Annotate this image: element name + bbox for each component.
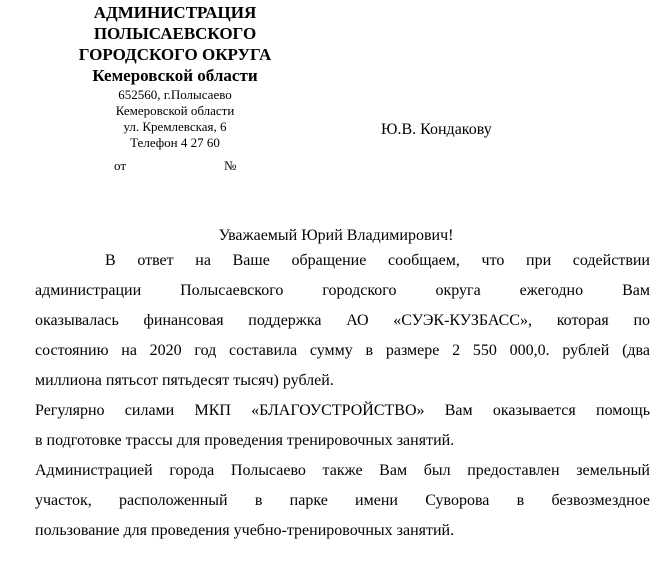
address-line-2: Кемеровской области — [115, 103, 235, 118]
paragraph-2 — [35, 396, 650, 456]
paragraph-line: администрации Полысаевского городского округа ежегодно Вам — [35, 282, 650, 299]
number-label: № — [224, 158, 237, 173]
org-name-line-3: ГОРОДСКОГО ОКРУГА — [78, 45, 272, 64]
org-name-line-2: ПОЛЫСАЕВСКОГО — [93, 24, 257, 43]
paragraph-line: оказывалась финансовая поддержка АО «СУЭК-КУЗБАСС», которая по — [35, 312, 650, 329]
recipient-name: Ю.В. Кондакову — [381, 121, 492, 138]
greeting: Уважаемый Юрий Владимирович! — [218, 227, 454, 244]
org-region: Кемеровской области — [92, 66, 258, 85]
phone-line: Телефон 4 27 60 — [130, 135, 220, 150]
org-name-line-1: АДМИНИСТРАЦИЯ — [93, 3, 257, 22]
paragraph-3 — [35, 456, 650, 546]
date-label: от — [114, 158, 127, 173]
paragraph-line: Регулярно силами МКП «БЛАГОУСТРОЙСТВО» Вам оказывается помощь — [35, 402, 650, 419]
date-number-line — [114, 158, 244, 174]
paragraph-line: миллиона пятьсот пятьдесят тысяч) рублей. — [35, 372, 334, 389]
address-line-3: ул. Кремлевская, 6 — [123, 119, 227, 134]
letter-body — [35, 246, 650, 546]
paragraph-line: пользование для проведения учебно-тренировочных занятий. — [35, 522, 455, 539]
paragraph-line: участок, расположенный в парке имени Суворова в безвозмездное — [35, 492, 650, 509]
address-line-1: 652560, г.Полысаево — [118, 87, 232, 102]
paragraph-line: состоянию на 2020 год составила сумму в размере 2 550 000,0. рублей (два — [35, 342, 650, 359]
paragraph-1 — [35, 246, 650, 396]
sender-header — [60, 2, 290, 151]
paragraph-line: В ответ на Ваше обращение сообщаем, что при содействии — [105, 252, 650, 269]
paragraph-line: Администрацией города Полысаево также Вам был предоставлен земельный — [35, 462, 650, 479]
paragraph-line: в подготовке трассы для проведения тренировочных занятий. — [35, 432, 455, 449]
